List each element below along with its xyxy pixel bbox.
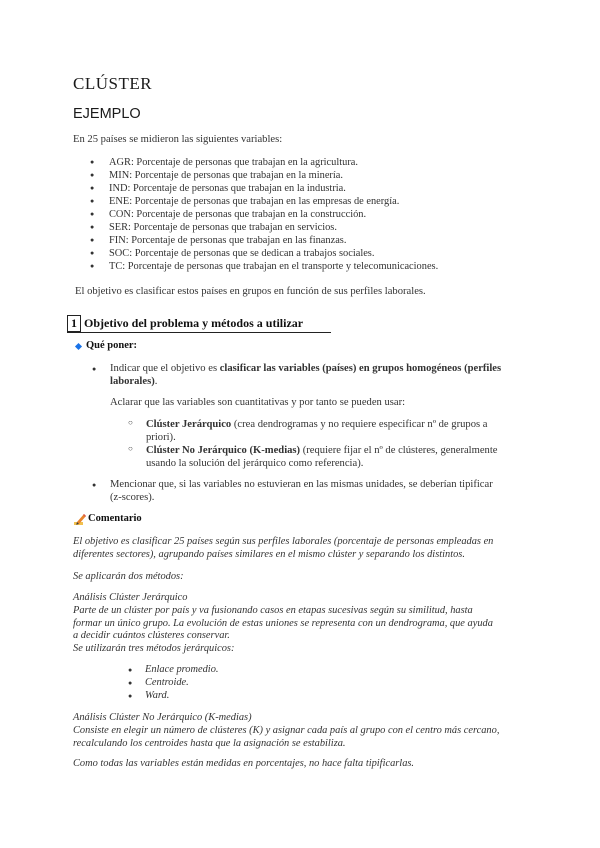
comment-line: diferentes sectores), agrupando países similares en el mismo clúster y separando los distintos.	[73, 548, 465, 560]
closing-text: Como todas las variables están medidas en porcentajes, no hace falta tipificarlas.	[73, 758, 415, 769]
comentario-label: Comentario	[88, 513, 142, 524]
bullet-indicar-bold-2: laborales)	[110, 376, 155, 387]
hier-method-item: Enlace promedio.	[145, 664, 219, 675]
nonhierarchical-section	[73, 712, 499, 750]
circle-bullet-icon: ○	[128, 418, 133, 427]
bullet-dot-icon: ●	[128, 692, 133, 700]
list-item: ● FIN: Porcentaje de personas que trabajan en las finanzas.	[90, 234, 438, 247]
bullet-mencionar	[110, 478, 528, 504]
list-item: ● SOC: Porcentaje de personas que se dedican a trabajos sociales.	[90, 247, 438, 260]
method-kmedias-desc-2: usando la solución del jerárquico como referencia).	[146, 458, 364, 469]
hier-method-item: Centroide.	[145, 677, 189, 688]
list-item: ● ENE: Porcentaje de personas que trabajan en las empresas de energía.	[90, 195, 438, 208]
bullet-dot-icon: ●	[92, 481, 97, 489]
section-underline	[67, 332, 331, 333]
method-kmedias	[146, 444, 528, 470]
bullet-dot-icon: ●	[128, 666, 133, 674]
section-title: Objetivo del problema y métodos a utilizar	[84, 316, 304, 330]
bullet-mencionar-text: Mencionar que, si las variables no estuvieran en las mismas unidades, se deberían tipificar	[110, 479, 493, 490]
hierarchical-line: a decidir cuántos clústeres conservar.	[73, 630, 230, 642]
method-jerarquico-desc: (crea dendrogramas y no requiere especificar nº de grupos a	[231, 419, 488, 430]
method-jerarquico	[146, 418, 528, 444]
hierarchical-line: formar un único grupo. La evolución de estas uniones se representa con un dendrograma, que ayuda	[73, 617, 493, 629]
bullet-dot-icon: ●	[128, 679, 133, 687]
list-item: ● MIN: Porcentaje de personas que trabajan en la minería.	[90, 169, 438, 182]
section-heading	[67, 315, 303, 332]
list-item: ● TC: Porcentaje de personas que trabajan en el transporte y telecomunicaciones.	[90, 260, 438, 273]
nonhierarchical-line: Consiste en elegir un número de clústeres (K) y asignar cada país al grupo con el centro más cercano,	[73, 724, 500, 736]
variables-list	[90, 156, 438, 273]
bullet-indicar	[110, 362, 528, 388]
list-item: ● AGR: Porcentaje de personas que trabajan en la agricultura.	[90, 156, 438, 169]
hierarchical-heading: Análisis Clúster Jerárquico	[73, 592, 188, 603]
method-kmedias-name: Clúster No Jerárquico (K-medias)	[146, 445, 301, 456]
method-jerarquico-name: Clúster Jerárquico	[146, 419, 232, 430]
hierarchical-line: Parte de un clúster por país y va fusionando casos en etapas sucesivas según su similitud, hasta	[73, 604, 473, 616]
bullet-dot-icon: ●	[92, 365, 97, 373]
list-item: ● CON: Porcentaje de personas que trabajan en la construcción.	[90, 208, 438, 221]
hierarchical-line: Se utilizarán tres métodos jerárquicos:	[73, 643, 235, 655]
comment-paragraph	[73, 536, 493, 562]
section-number: 1	[67, 315, 81, 332]
list-item: ● SER: Porcentaje de personas que trabajan en servicios.	[90, 221, 438, 234]
nonhierarchical-heading: Análisis Clúster No Jerárquico (K-medias)	[73, 712, 252, 723]
comment-methods-intro: Se aplicarán dos métodos:	[73, 571, 184, 582]
bullet-indicar-end: .	[154, 376, 158, 387]
hierarchical-section	[73, 592, 493, 656]
list-item: ● IND: Porcentaje de personas que trabajan en la industria.	[90, 182, 438, 195]
hier-method-item: Ward.	[145, 690, 170, 701]
page-subtitle: EJEMPLO	[73, 106, 141, 122]
comment-line: El objetivo es clasificar 25 países según sus perfiles laborales (porcentaje de personas empleadas en	[73, 536, 494, 547]
que-poner-label: Qué poner:	[86, 340, 138, 351]
diamond-bullet-icon	[75, 343, 82, 350]
page-title: CLÚSTER	[73, 74, 153, 93]
objective-text: El objetivo es clasificar estos países en grupos en función de sus perfiles laborales.	[75, 286, 426, 297]
circle-bullet-icon: ○	[128, 444, 133, 453]
method-jerarquico-desc-2: priori).	[146, 432, 176, 443]
nonhierarchical-line: recalculando los centroides hasta que la asignación se estabiliza.	[73, 737, 346, 749]
intro-text: En 25 países se midieron las siguientes variables:	[73, 134, 283, 145]
aclarar-text: Aclarar que las variables son cuantitativas y por tanto se pueden usar:	[110, 397, 406, 408]
method-kmedias-desc: (requiere fijar el nº de clústeres, generalmente	[300, 445, 498, 456]
pencil-icon	[73, 512, 87, 526]
bullet-mencionar-text-2: (z-scores).	[110, 492, 155, 503]
bullet-indicar-bold: clasificar las variables (países) en grupos homogéneos (perfiles	[219, 363, 502, 374]
bullet-indicar-text: Indicar que el objetivo es	[110, 363, 220, 374]
